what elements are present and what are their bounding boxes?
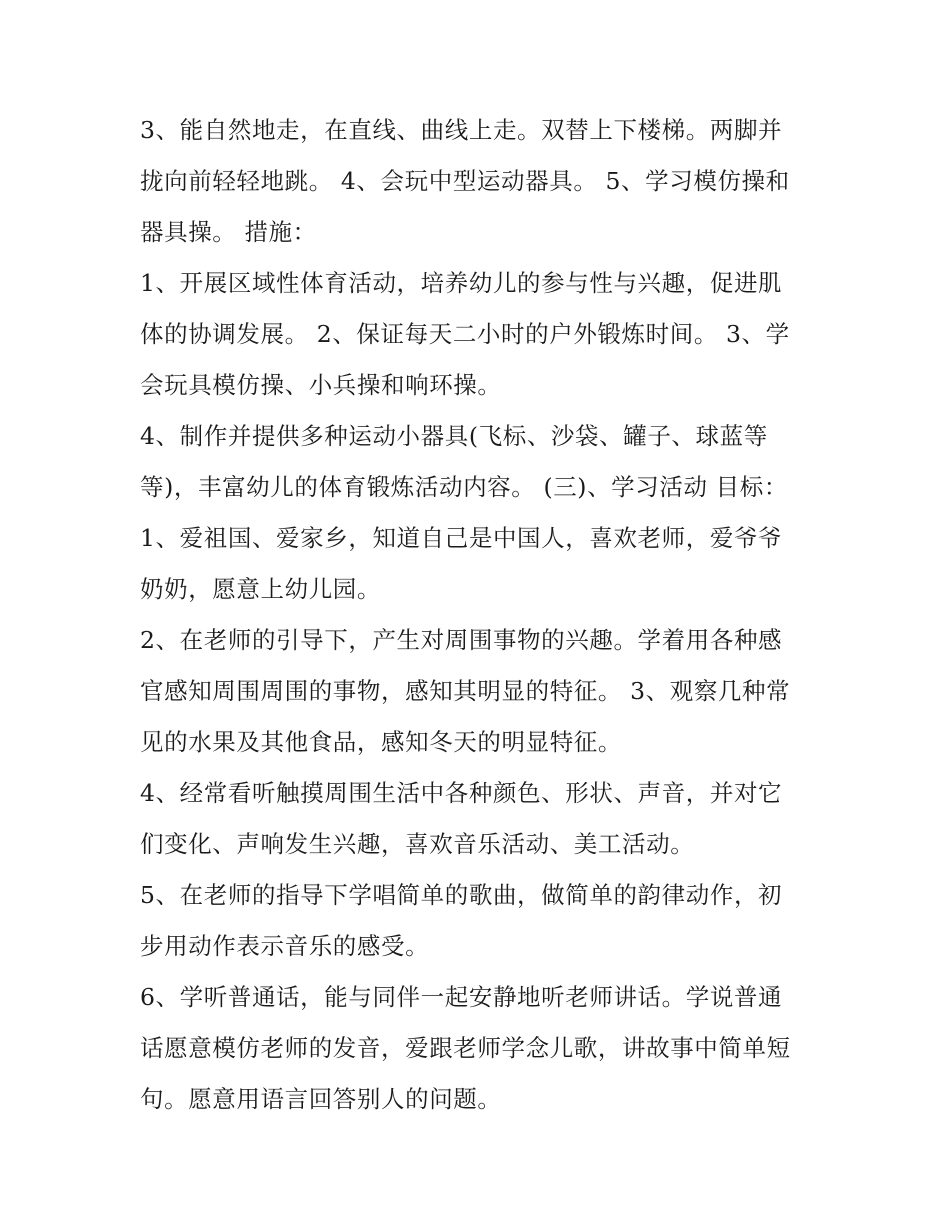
paragraph-motor-goals	[140, 105, 820, 258]
text-line: 见的水果及其他食品，感知冬天的明显特征。	[140, 728, 622, 756]
text-line: 2、在老师的引导下，产生对周围事物的兴趣。学着用各种感	[140, 626, 783, 654]
paragraph-learning-goal-4	[140, 768, 820, 870]
text-line: 器具操。 措施：	[140, 218, 317, 246]
text-line: 体的协调发展。 2、保证每天二小时的户外锻炼时间。 3、学	[140, 320, 790, 348]
paragraph-measure-4	[140, 411, 820, 513]
paragraph-learning-goal-5	[140, 870, 820, 972]
text-line: 奶奶，愿意上幼儿园。	[140, 575, 381, 603]
text-line: 5、在老师的指导下学唱简单的歌曲，做简单的韵律动作，初	[140, 881, 783, 909]
text-line: 6、学听普通话，能与同伴一起安静地听老师讲话。学说普通	[140, 983, 783, 1011]
text-line: 话愿意模仿老师的发音，爱跟老师学念儿歌，讲故事中简单短	[140, 1034, 791, 1062]
text-line: 步用动作表示音乐的感受。	[140, 932, 430, 960]
text-line: 们变化、声响发生兴趣，喜欢音乐活动、美工活动。	[140, 830, 695, 858]
text-line: 1、开展区域性体育活动，培养幼儿的参与性与兴趣，促进肌	[140, 269, 783, 297]
document-body	[140, 105, 820, 1125]
text-line: 等)，丰富幼儿的体育锻炼活动内容。 (三)、学习活动 目标：	[140, 473, 788, 501]
paragraph-learning-goal-2	[140, 615, 820, 768]
text-line: 4、制作并提供多种运动小器具(飞标、沙袋、罐子、球蓝等	[140, 422, 768, 450]
text-line: 3、能自然地走，在直线、曲线上走。双替上下楼梯。两脚并	[140, 116, 783, 144]
text-line: 官感知周围周围的事物，感知其明显的特征。 3、观察几种常	[140, 677, 791, 705]
text-line: 会玩具模仿操、小兵操和响环操。	[140, 371, 502, 399]
text-line: 拢向前轻轻地跳。 4、会玩中型运动器具。 5、学习模仿操和	[140, 167, 790, 195]
paragraph-learning-goal-6	[140, 972, 820, 1125]
text-line: 1、爱祖国、爱家乡，知道自己是中国人，喜欢老师，爱爷爷	[140, 524, 783, 552]
paragraph-measure-1	[140, 258, 820, 411]
text-line: 句。愿意用语言回答别人的问题。	[140, 1085, 502, 1113]
text-line: 4、经常看听触摸周围生活中各种颜色、形状、声音，并对它	[140, 779, 783, 807]
paragraph-learning-goal-1	[140, 513, 820, 615]
